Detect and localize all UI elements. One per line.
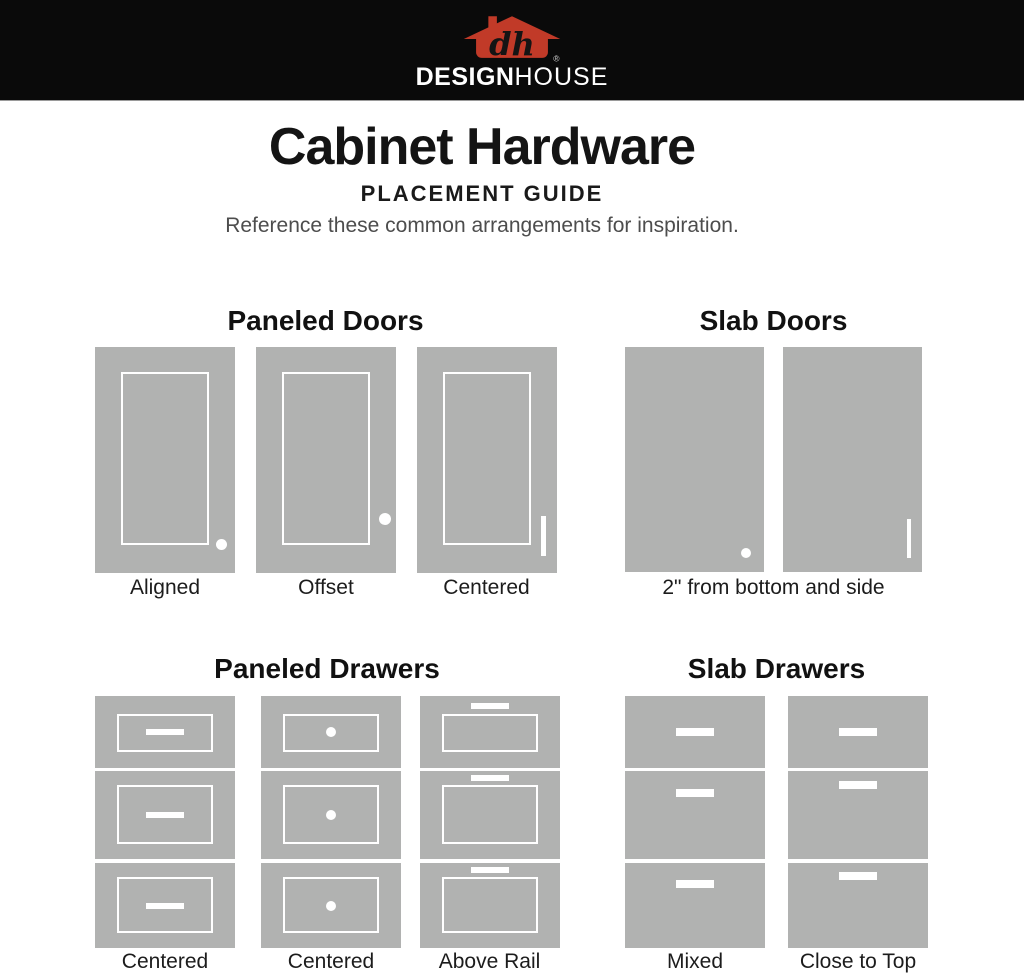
bar-pull-icon	[471, 867, 509, 873]
drawer-front	[788, 771, 928, 859]
paneled-drawer-stack-centered-knob	[261, 696, 401, 948]
bar-pull-icon	[146, 729, 184, 735]
caption-above-rail: Above Rail	[438, 950, 541, 973]
slab-drawer-stack-mixed	[625, 696, 765, 948]
caption-aligned: Aligned	[129, 576, 201, 599]
bar-pull-icon	[146, 903, 184, 909]
drawer-front	[261, 696, 401, 768]
caption-slab-doors: 2" from bottom and side	[662, 576, 885, 599]
drawer-front	[788, 863, 928, 948]
paneled-door-centered	[417, 347, 557, 573]
panel-outline	[442, 714, 538, 752]
panel-outline	[442, 785, 538, 844]
registered-mark: ®	[553, 53, 560, 63]
slab-door-knob	[625, 347, 764, 572]
drawer-front	[95, 771, 235, 859]
designhouse-logo-icon	[460, 13, 564, 63]
slab-door-pull	[783, 347, 922, 572]
drawer-front	[420, 696, 560, 768]
bar-pull-icon	[839, 781, 877, 789]
bar-pull-icon	[471, 775, 509, 781]
caption-close-to-top: Close to Top	[799, 950, 917, 973]
bar-pull-icon	[839, 872, 877, 880]
paneled-door-aligned	[95, 347, 235, 573]
drawer-front	[625, 863, 765, 948]
knob-icon	[326, 727, 336, 737]
page-title: Cabinet Hardware	[268, 118, 696, 176]
knob-icon	[741, 548, 751, 558]
slab-drawer-stack-close-to-top	[788, 696, 928, 948]
caption-offset: Offset	[298, 576, 354, 599]
caption-mixed: Mixed	[666, 950, 724, 973]
bar-pull-icon	[471, 703, 509, 709]
knob-icon	[326, 901, 336, 911]
drawer-front	[95, 696, 235, 768]
bar-pull-icon	[541, 516, 546, 556]
bar-pull-icon	[907, 519, 911, 558]
drawer-front	[95, 863, 235, 948]
title-block	[0, 118, 964, 238]
heading-paneled-doors: Paneled Doors	[227, 305, 424, 336]
drawer-front	[261, 863, 401, 948]
wordmark	[416, 64, 609, 90]
tagline: Reference these common arrangements for inspiration.	[225, 214, 739, 237]
bar-pull-icon	[839, 728, 877, 736]
placement-guide-subtitle: PLACEMENT GUIDE	[360, 181, 604, 206]
bar-pull-icon	[676, 728, 714, 736]
heading-slab-drawers: Slab Drawers	[687, 653, 866, 684]
bar-pull-icon	[146, 812, 184, 818]
knob-icon	[216, 539, 227, 550]
panel-outline	[443, 372, 531, 545]
heading-slab-doors: Slab Doors	[699, 305, 848, 336]
drawer-front	[788, 696, 928, 768]
bar-pull-icon	[676, 880, 714, 888]
drawer-front	[261, 771, 401, 859]
knob-icon	[326, 810, 336, 820]
caption-drawers-centered-bar: Centered	[121, 950, 209, 973]
caption-centered: Centered	[443, 576, 530, 599]
drawer-front	[420, 863, 560, 948]
bar-pull-icon	[676, 789, 714, 797]
drawer-front	[625, 696, 765, 768]
drawer-front	[625, 771, 765, 859]
paneled-drawer-stack-centered-bar	[95, 696, 235, 948]
panel-outline	[121, 372, 209, 545]
panel-outline	[442, 877, 538, 933]
paneled-drawer-stack-above-rail	[420, 696, 560, 948]
paneled-door-offset	[256, 347, 396, 573]
brand-header	[0, 0, 1024, 101]
logo-monogram: dh	[489, 24, 535, 63]
knob-icon	[379, 513, 391, 525]
wordmark-house: HOUSE	[514, 62, 609, 91]
wordmark-design: DESIGN	[415, 62, 515, 91]
caption-drawers-centered-knob: Centered	[287, 950, 375, 973]
heading-paneled-drawers: Paneled Drawers	[214, 653, 440, 684]
drawer-front	[420, 771, 560, 859]
panel-outline	[282, 372, 370, 545]
